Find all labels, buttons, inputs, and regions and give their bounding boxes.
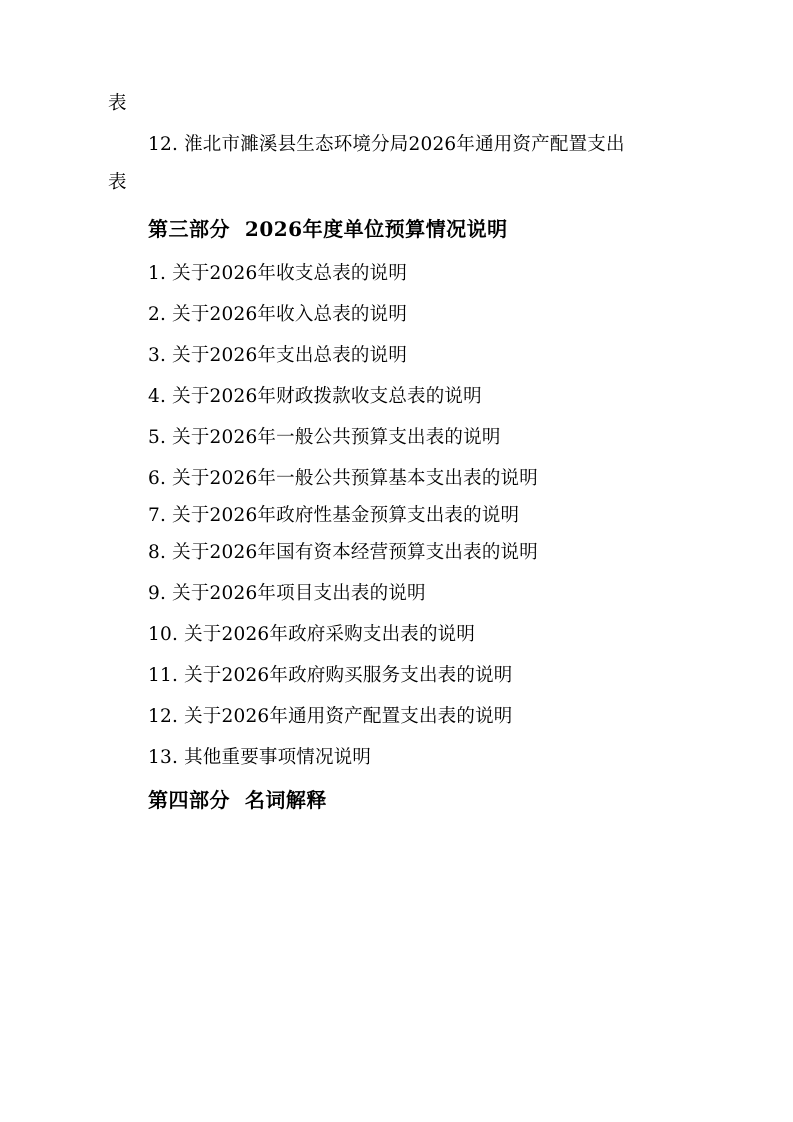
explanation-item-6: 6. 关于2026年一般公共预算基本支出表的说明 bbox=[148, 467, 538, 489]
explanation-item-13: 13. 其他重要事项情况说明 bbox=[148, 746, 372, 768]
section-heading-part-four: 第四部分 名词解释 bbox=[148, 787, 327, 812]
continuation-text-top: 表 bbox=[108, 93, 127, 114]
continuation-text-after-entry-12: 表 bbox=[108, 172, 127, 193]
explanation-item-4: 4. 关于2026年财政拨款收支总表的说明 bbox=[148, 385, 482, 407]
explanation-item-11: 11. 关于2026年政府购买服务支出表的说明 bbox=[148, 664, 513, 686]
explanation-item-8: 8. 关于2026年国有资本经营预算支出表的说明 bbox=[148, 541, 538, 563]
explanation-item-10: 10. 关于2026年政府采购支出表的说明 bbox=[148, 623, 476, 645]
toc-entry-12: 12. 淮北市濉溪县生态环境分局2026年通用资产配置支出 bbox=[148, 133, 625, 155]
explanation-item-2: 2. 关于2026年收入总表的说明 bbox=[148, 303, 408, 325]
explanation-item-7: 7. 关于2026年政府性基金预算支出表的说明 bbox=[148, 504, 520, 526]
explanation-item-1: 1. 关于2026年收支总表的说明 bbox=[148, 262, 408, 284]
explanation-item-5: 5. 关于2026年一般公共预算支出表的说明 bbox=[148, 426, 501, 448]
explanation-item-12: 12. 关于2026年通用资产配置支出表的说明 bbox=[148, 705, 513, 727]
explanation-item-3: 3. 关于2026年支出总表的说明 bbox=[148, 344, 408, 366]
explanation-item-9: 9. 关于2026年项目支出表的说明 bbox=[148, 582, 426, 604]
section-heading-part-three: 第三部分 2026年度单位预算情况说明 bbox=[148, 216, 508, 241]
